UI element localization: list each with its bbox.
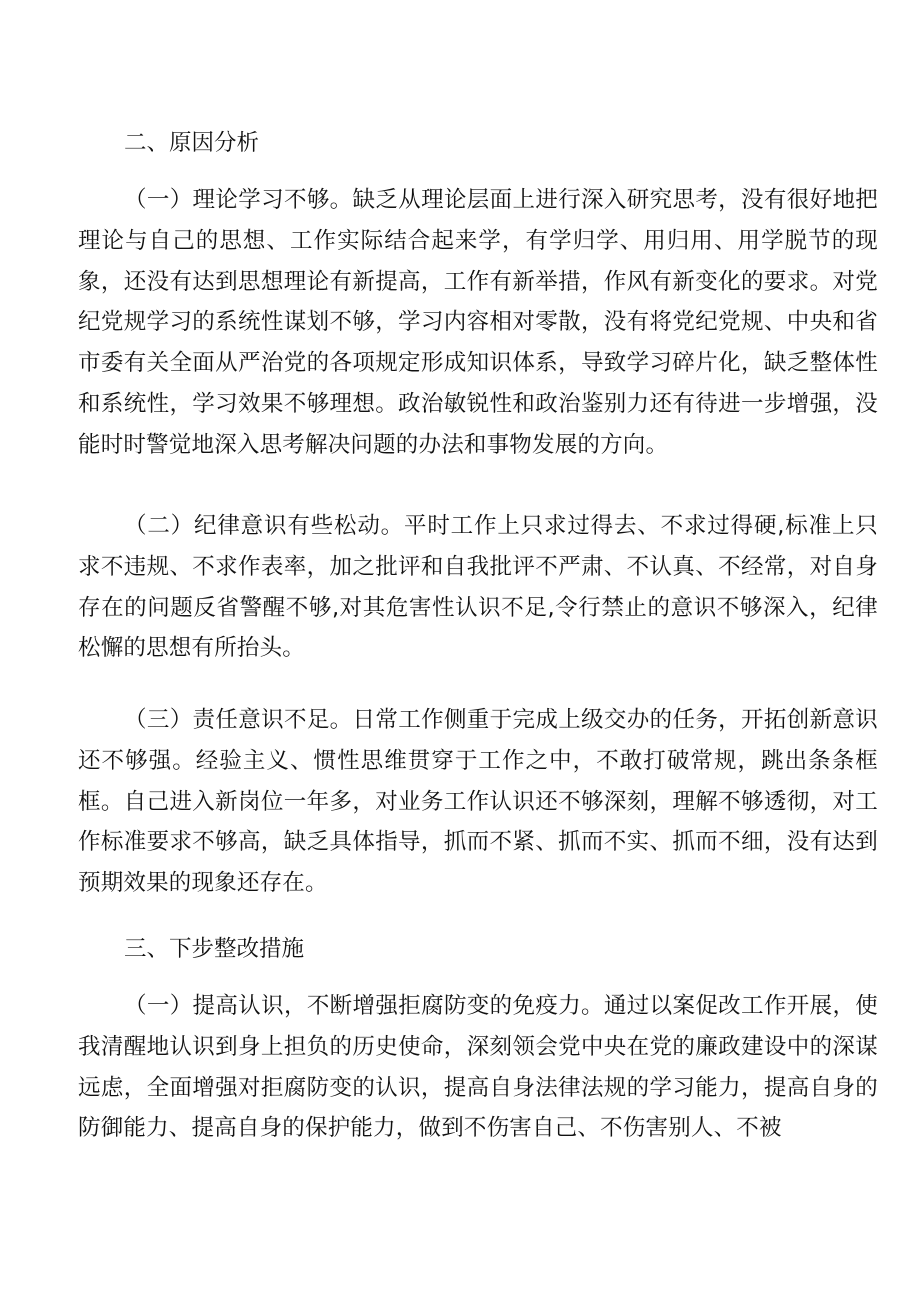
section-heading-rectification: 三、下步整改措施 [124, 936, 305, 962]
section-body-cause-analysis [78, 180, 878, 466]
section-body-discipline [78, 506, 878, 669]
paragraph-theory-study: （一）理论学习不够。缺乏从理论层面上进行深入研究思考，没有很好地把理论与自己的思想、工作实际结合起来学，有学归学、用归用、用学脱节的现象，还没有达到思想理论有新提高，工作有新举措，作风有新变化的要求。对党纪党规学习的系统性谋划不够，学习内容相对零散，没有将党纪党规、中央和省市委有关全面从严治党的各项规定形成知识体系，导致学习碎片化，缺乏整体性和系统性，学习效果不够理想。政治敏锐性和政治鉴别力还有待进一步增强，没能时时警觉地深入思考解决问题的办法和事物发展的方向。 [78, 187, 878, 458]
section-heading-cause-analysis: 二、原因分析 [124, 130, 260, 156]
section-body-rectification [78, 986, 878, 1149]
section-body-responsibility [78, 700, 878, 904]
paragraph-raise-awareness: （一）提高认识，不断增强拒腐防变的免疫力。通过以案促改工作开展，使我清醒地认识到身上担负的历史使命，深刻领会党中央在党的廉政建设中的深谋远虑，全面增强对拒腐防变的认识，提高自身法律法规的学习能力，提高自身的防御能力、提高自身的保护能力，做到不伤害自己、不伤害别人、不被 [78, 993, 878, 1142]
paragraph-responsibility-awareness: （三）责任意识不足。日常工作侧重于完成上级交办的任务，开拓创新意识还不够强。经验主义、惯性思维贯穿于工作之中，不敢打破常规，跳出条条框框。自己进入新岗位一年多，对业务工作认识还不够深刻，理解不够透彻，对工作标准要求不够高，缺乏具体指导，抓而不紧、抓而不实、抓而不细，没有达到预期效果的现象还存在。 [78, 707, 878, 897]
paragraph-discipline-awareness: （二）纪律意识有些松动。平时工作上只求过得去、不求过得硬,标准上只求不违规、不求作表率，加之批评和自我批评不严肃、不认真、不经常，对自身存在的问题反省警醒不够,对其危害性认识不足,令行禁止的意识不够深入，纪律松懈的思想有所抬头。 [78, 513, 878, 662]
